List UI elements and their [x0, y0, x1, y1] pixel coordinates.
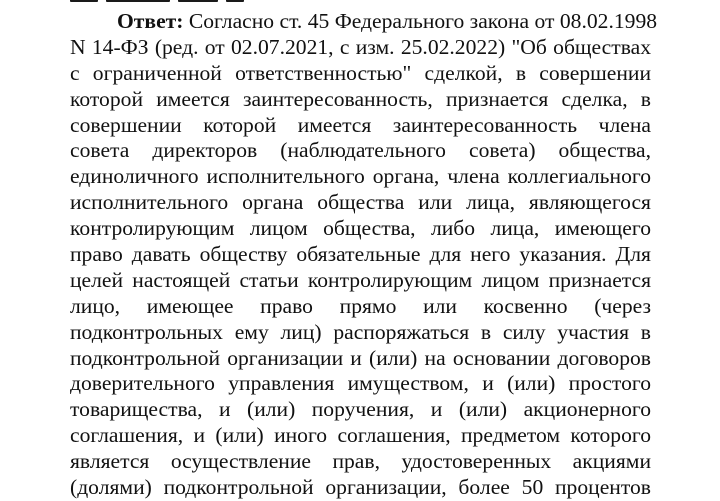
paragraph-line-19: (долями) подконтрольной организации, более 50 процентов	[70, 475, 651, 500]
paragraph-line-4: которой имеется заинтересованность, признается сделка, в	[70, 86, 651, 111]
cropped-previous-line	[70, 0, 310, 4]
paragraph-line-11: целей настоящей статьи контролирующим лицом признается	[70, 267, 651, 292]
paragraph-line-14: подконтрольной организации и (или) на основании договоров	[70, 345, 651, 370]
paragraph-line-1	[70, 9, 658, 35]
paragraph-line-18: является осуществление прав, удостоверенных акциями	[70, 449, 651, 474]
paragraph-line-3: с ограниченной ответственностью" сделкой, в совершении	[70, 60, 651, 85]
paragraph-line-6: совета директоров (наблюдательного совета) общества,	[70, 138, 651, 163]
paragraph-line-15: доверительного управления имуществом, и (или) простого	[70, 371, 651, 396]
answer-paragraph	[70, 9, 658, 501]
line-text: Согласно ст. 45 Федерального закона от 08.02.1998	[183, 9, 658, 33]
paragraph-line-13: подконтрольных ему лиц) распоряжаться в силу участия в	[70, 319, 651, 344]
answer-label: Ответ:	[117, 9, 184, 33]
paragraph-line-16: товарищества, и (или) поручения, и (или) акционерного	[70, 397, 651, 422]
paragraph-line-8: исполнительного органа общества или лица, являющегося	[70, 190, 651, 215]
paragraph-line-7: единоличного исполнительного органа, члена коллегиального	[70, 164, 651, 189]
paragraph-line-5: совершении которой имеется заинтересованность члена	[70, 112, 651, 137]
paragraph-line-9: контролирующим лицом общества, либо лица, имеющего	[70, 216, 651, 241]
paragraph-line-12: лицо, имеющее право прямо или косвенно (через	[70, 293, 651, 318]
paragraph-line-2: N 14-ФЗ (ред. от 02.07.2021, с изм. 25.02.2022) "Об обществах	[70, 34, 651, 59]
paragraph-line-10: право давать обществу обязательные для него указания. Для	[70, 242, 651, 267]
paragraph-line-17: соглашения, и (или) иного соглашения, предметом которого	[70, 423, 651, 448]
